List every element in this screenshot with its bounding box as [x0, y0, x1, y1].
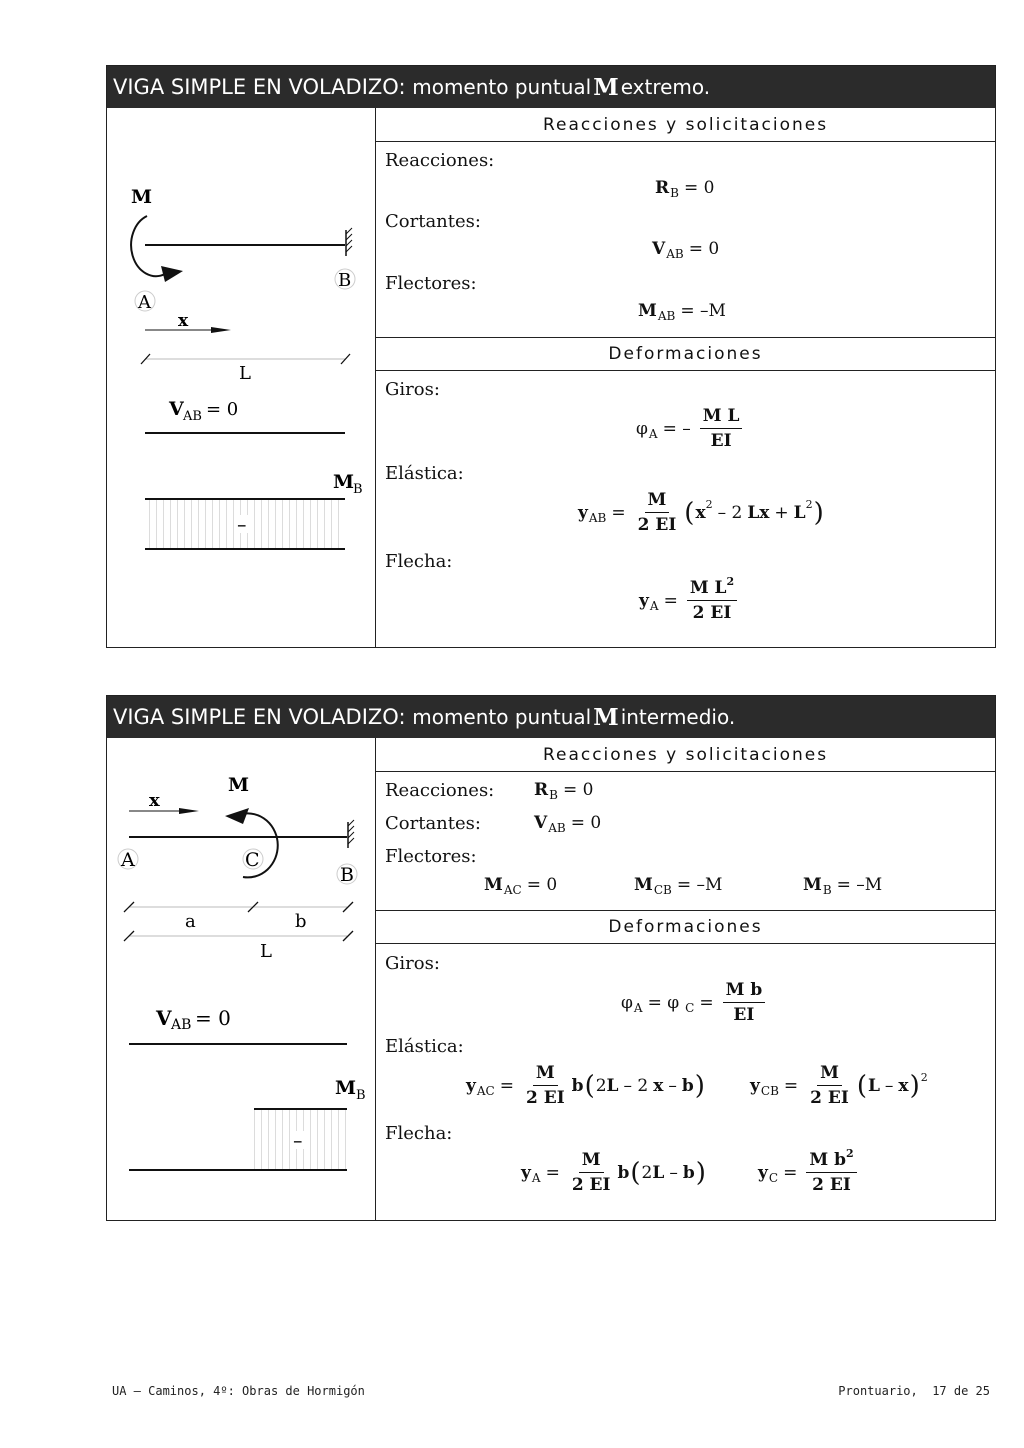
deflection-label: Flecha:	[385, 1123, 453, 1144]
footer-page-number: Prontuario, 17 de 25	[838, 1384, 990, 1398]
eq-shear-vab: V AB = 0	[652, 239, 720, 261]
x-label: x	[178, 311, 189, 331]
section-deformations-title: Deformaciones	[376, 337, 995, 371]
length-label: L	[260, 941, 272, 962]
elastic-label: Elástica:	[385, 463, 464, 484]
card-title-symbol: M	[593, 73, 619, 101]
card-title-text-end: extremo.	[620, 75, 711, 99]
moment-diagram-label: M	[333, 471, 355, 493]
moment-arc-icon	[131, 216, 165, 276]
card-title-symbol: M	[593, 703, 619, 731]
svg-text:B: B	[356, 1088, 366, 1103]
card-header	[107, 66, 995, 108]
card-title-text: momento puntual	[412, 75, 592, 99]
moment-label: M	[228, 774, 250, 796]
b-label: b	[295, 911, 307, 932]
svg-text:B: B	[353, 482, 363, 497]
point-c-label: C	[245, 849, 260, 871]
card-header	[107, 696, 995, 738]
negative-sign: –	[237, 514, 247, 536]
eq-bending-mab: M AB = –M	[638, 301, 726, 323]
x-arrow-icon	[211, 327, 231, 333]
shear-label: V	[169, 398, 184, 420]
negative-sign: –	[293, 1130, 303, 1152]
card-title-bold: VIGA SIMPLE EN VOLADIZO:	[113, 705, 406, 729]
moment-diagram-label: M	[335, 1077, 357, 1099]
moment-arrowhead-icon	[161, 266, 183, 282]
point-a-label: A	[121, 849, 135, 871]
svg-text:= 0: = 0	[206, 399, 239, 420]
support-hatch	[346, 228, 352, 252]
point-b-label: B	[338, 270, 352, 291]
elastic-label: Elástica:	[385, 1036, 464, 1057]
formulas-panel	[376, 738, 995, 1220]
bending-label: Flectores:	[385, 846, 477, 867]
rotations-label: Giros:	[385, 379, 440, 400]
deflection-label: Flecha:	[385, 551, 453, 572]
footer-left: UA – Caminos, 4º: Obras de Hormigón	[112, 1384, 365, 1398]
eq-reaction-rb: R B = 0	[655, 178, 715, 200]
eq-shear-vab: V AB = 0	[534, 813, 602, 835]
point-a-label: A	[138, 292, 151, 313]
eq-rotation-phia: φ A = – $\frac{\text{M L}}{EI}$	[636, 406, 746, 451]
support-hatch	[348, 820, 354, 844]
eq-bending-mb: M B = –M	[803, 875, 883, 897]
eq-deflection-yc: y C = $\frac{M b^2}{2 EI}$	[758, 1150, 861, 1195]
eq-deflection-ya: y A = $\frac{M L^2}{2 EI}$	[639, 578, 741, 623]
rotations-label: Giros:	[385, 953, 440, 974]
shear-label: V	[156, 1006, 172, 1030]
eq-rotation-phi: φ A = φ C = $\frac{\text{M b}}{EI}$	[621, 980, 769, 1025]
card-intermediate-moment	[106, 695, 996, 1221]
svg-text:AB: AB	[171, 1017, 192, 1033]
beam-diagram	[107, 108, 376, 647]
svg-text:= 0: = 0	[195, 1006, 231, 1030]
bending-label: Flectores:	[385, 273, 477, 294]
eq-bending-mcb: M CB = –M	[634, 875, 723, 897]
card-title-text-end: intermedio.	[620, 705, 736, 729]
section-reactions-title: Reacciones y solicitaciones	[376, 738, 995, 772]
section-deformations-title: Deformaciones	[376, 910, 995, 944]
length-label: L	[239, 363, 251, 384]
moment-label: M	[131, 186, 153, 208]
reactions-label: Reacciones:	[385, 780, 495, 801]
beam-diagram	[107, 738, 376, 1220]
formulas-panel	[376, 108, 995, 647]
shear-label-text: Cortantes:	[385, 211, 481, 232]
eq-elastic-ycb: y CB = $\frac{M}{2 EI}$ ( L – x ) 2	[750, 1063, 928, 1108]
card-title-text: momento puntual	[412, 705, 592, 729]
card-extreme-moment	[106, 65, 996, 648]
eq-deflection-ya: y A = $\frac{M}{2 EI}$ b ( 2 L – b )	[521, 1150, 706, 1195]
section-reactions-title: Reacciones y solicitaciones	[376, 108, 995, 142]
card-title-bold: VIGA SIMPLE EN VOLADIZO:	[113, 75, 406, 99]
svg-text:AB: AB	[183, 409, 202, 424]
eq-elastic-yac: y AC = $\frac{M}{2 EI}$ b ( 2 L – 2 x – b )	[466, 1063, 705, 1108]
a-label: a	[185, 911, 196, 932]
shear-label-text: Cortantes:	[385, 813, 481, 834]
moment-arrowhead-icon	[225, 808, 249, 824]
eq-reaction-rb: R B = 0	[534, 780, 594, 802]
eq-bending-mac: M AC = 0	[484, 875, 558, 897]
reactions-label: Reacciones:	[385, 150, 495, 171]
point-b-label: B	[340, 864, 354, 886]
x-label: x	[149, 790, 160, 811]
eq-elastic-yab: y AB = $\frac{M}{2 EI}$ ( x 2 – 2 Lx + L 2 )	[578, 490, 824, 535]
x-arrow-icon	[179, 808, 199, 814]
